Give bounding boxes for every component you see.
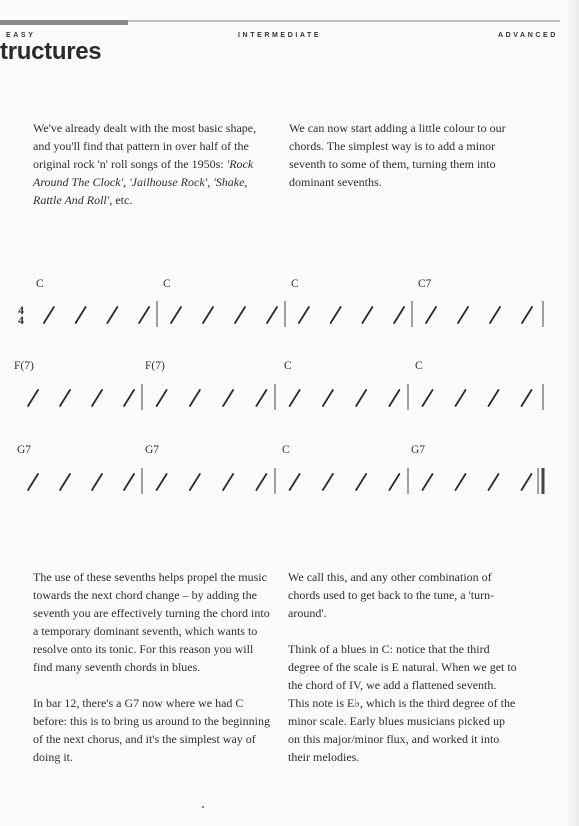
beat-slash: [331, 307, 341, 323]
chord-symbol: C: [36, 278, 44, 290]
beat-slash: [256, 474, 266, 490]
beat-slash: [92, 390, 102, 406]
chord-symbol: C: [163, 278, 171, 290]
level-easy: EASY: [6, 32, 36, 39]
chord-symbol: G7: [145, 444, 160, 456]
beat-slash: [92, 474, 102, 490]
beat-slash: [426, 307, 436, 323]
beat-slash: [456, 390, 466, 406]
beat-slash: [299, 307, 309, 323]
body-right-paragraph-1: We call this, and any other combination of chords used to get back to the tune, a 'turn-around'.: [288, 570, 495, 620]
beat-slash: [190, 390, 200, 406]
beat-slash: [28, 390, 38, 406]
beat-slash: [356, 474, 366, 490]
beat-slash: [458, 307, 468, 323]
level-advanced: ADVANCED: [498, 32, 558, 39]
level-intermediate: INTERMEDIATE: [238, 32, 322, 39]
chord-symbol: C: [282, 444, 290, 456]
intro-left-paragraph: [33, 119, 265, 209]
beat-slash: [157, 390, 167, 406]
beat-slash: [489, 474, 499, 490]
body-right-column: [288, 568, 518, 766]
body-left-paragraph-1: The use of these sevenths helps propel the music towards the next chord change – by adding the seventh you are effectively turning the chord into a temporary dominant seventh, which wants to resolve onto its tonic. For this reason you will find many seventh chords in blues.: [33, 570, 270, 674]
beat-slash: [124, 390, 134, 406]
time-signature: [18, 305, 24, 325]
beat-slash: [235, 307, 245, 323]
beat-slash: [456, 474, 466, 490]
beat-slash: [290, 474, 300, 490]
beat-slash: [323, 390, 333, 406]
chord-symbol: C: [415, 360, 423, 372]
body-right-paragraph-2: Think of a blues in C: notice that the third degree of the scale is E natural. When we get to the chord of IV, we add a flattened seventh. This note is E♭, which is the third degree of the minor scale. Early blues musicians picked up on this major/minor flux, and worked it into their melodies.: [288, 642, 517, 764]
beat-slash: [356, 390, 366, 406]
chord-symbol: C7: [418, 278, 432, 290]
beat-slash: [28, 474, 38, 490]
chord-chart-notation: [0, 270, 579, 510]
beat-slash: [107, 307, 117, 323]
chord-symbol: G7: [411, 444, 426, 456]
page-title: tructures: [0, 38, 102, 65]
beat-slash: [190, 474, 200, 490]
beat-slash: [323, 474, 333, 490]
beat-slash: [522, 390, 532, 406]
beat-slash: [522, 307, 532, 323]
beat-slash: [44, 307, 54, 323]
beat-slash: [389, 390, 399, 406]
chord-symbol: C: [291, 278, 299, 290]
level-indicator-bar: [0, 20, 128, 25]
beat-slash: [423, 390, 433, 406]
chord-symbol: C: [284, 360, 292, 372]
body-left-column: [33, 568, 271, 766]
chord-symbol: F(7): [14, 360, 34, 372]
beat-slash: [267, 307, 277, 323]
beat-slash: [124, 474, 134, 490]
beat-slash: [490, 307, 500, 323]
intro-left-tail: , etc.: [109, 193, 133, 207]
beat-slash: [203, 307, 213, 323]
beat-slash: [171, 307, 181, 323]
beat-slash: [223, 390, 233, 406]
chord-chart: [0, 270, 579, 510]
beat-slash: [60, 390, 70, 406]
beat-slash: [522, 474, 532, 490]
print-mark: [202, 806, 204, 808]
intro-right-text: We can now start adding a little colour to our chords. The simplest way is to add a minor seventh to some of them, turning them into dominant sevenths.: [289, 121, 506, 189]
intro-left-text: We've already dealt with the most basic shape, and you'll find that pattern in over half of the original rock 'n' roll songs of the 1950s:: [33, 121, 257, 171]
beat-slash: [223, 474, 233, 490]
beat-slash: [489, 390, 499, 406]
beat-slash: [389, 474, 399, 490]
beat-slash: [157, 474, 167, 490]
beat-slash: [362, 307, 372, 323]
body-left-paragraph-2: In bar 12, there's a G7 now where we had C before: this is to bring us around to the beginning of the next chorus, and it's the simplest way of doing it.: [33, 696, 270, 764]
intro-song-titles: 'Rock Around The Clock', 'Jailhouse Rock', 'Shake, Rattle And Roll': [33, 157, 254, 207]
beat-slash: [423, 474, 433, 490]
beat-slash: [139, 307, 149, 323]
beat-slash: [394, 307, 404, 323]
chord-symbol: F(7): [145, 360, 165, 372]
time-signature-top: 4: [18, 303, 24, 317]
beat-slash: [290, 390, 300, 406]
intro-right-paragraph: [289, 119, 514, 191]
beat-slash: [76, 307, 86, 323]
chord-symbol: G7: [17, 444, 32, 456]
beat-slash: [60, 474, 70, 490]
time-signature-bottom: 4: [18, 313, 24, 327]
beat-slash: [256, 390, 266, 406]
